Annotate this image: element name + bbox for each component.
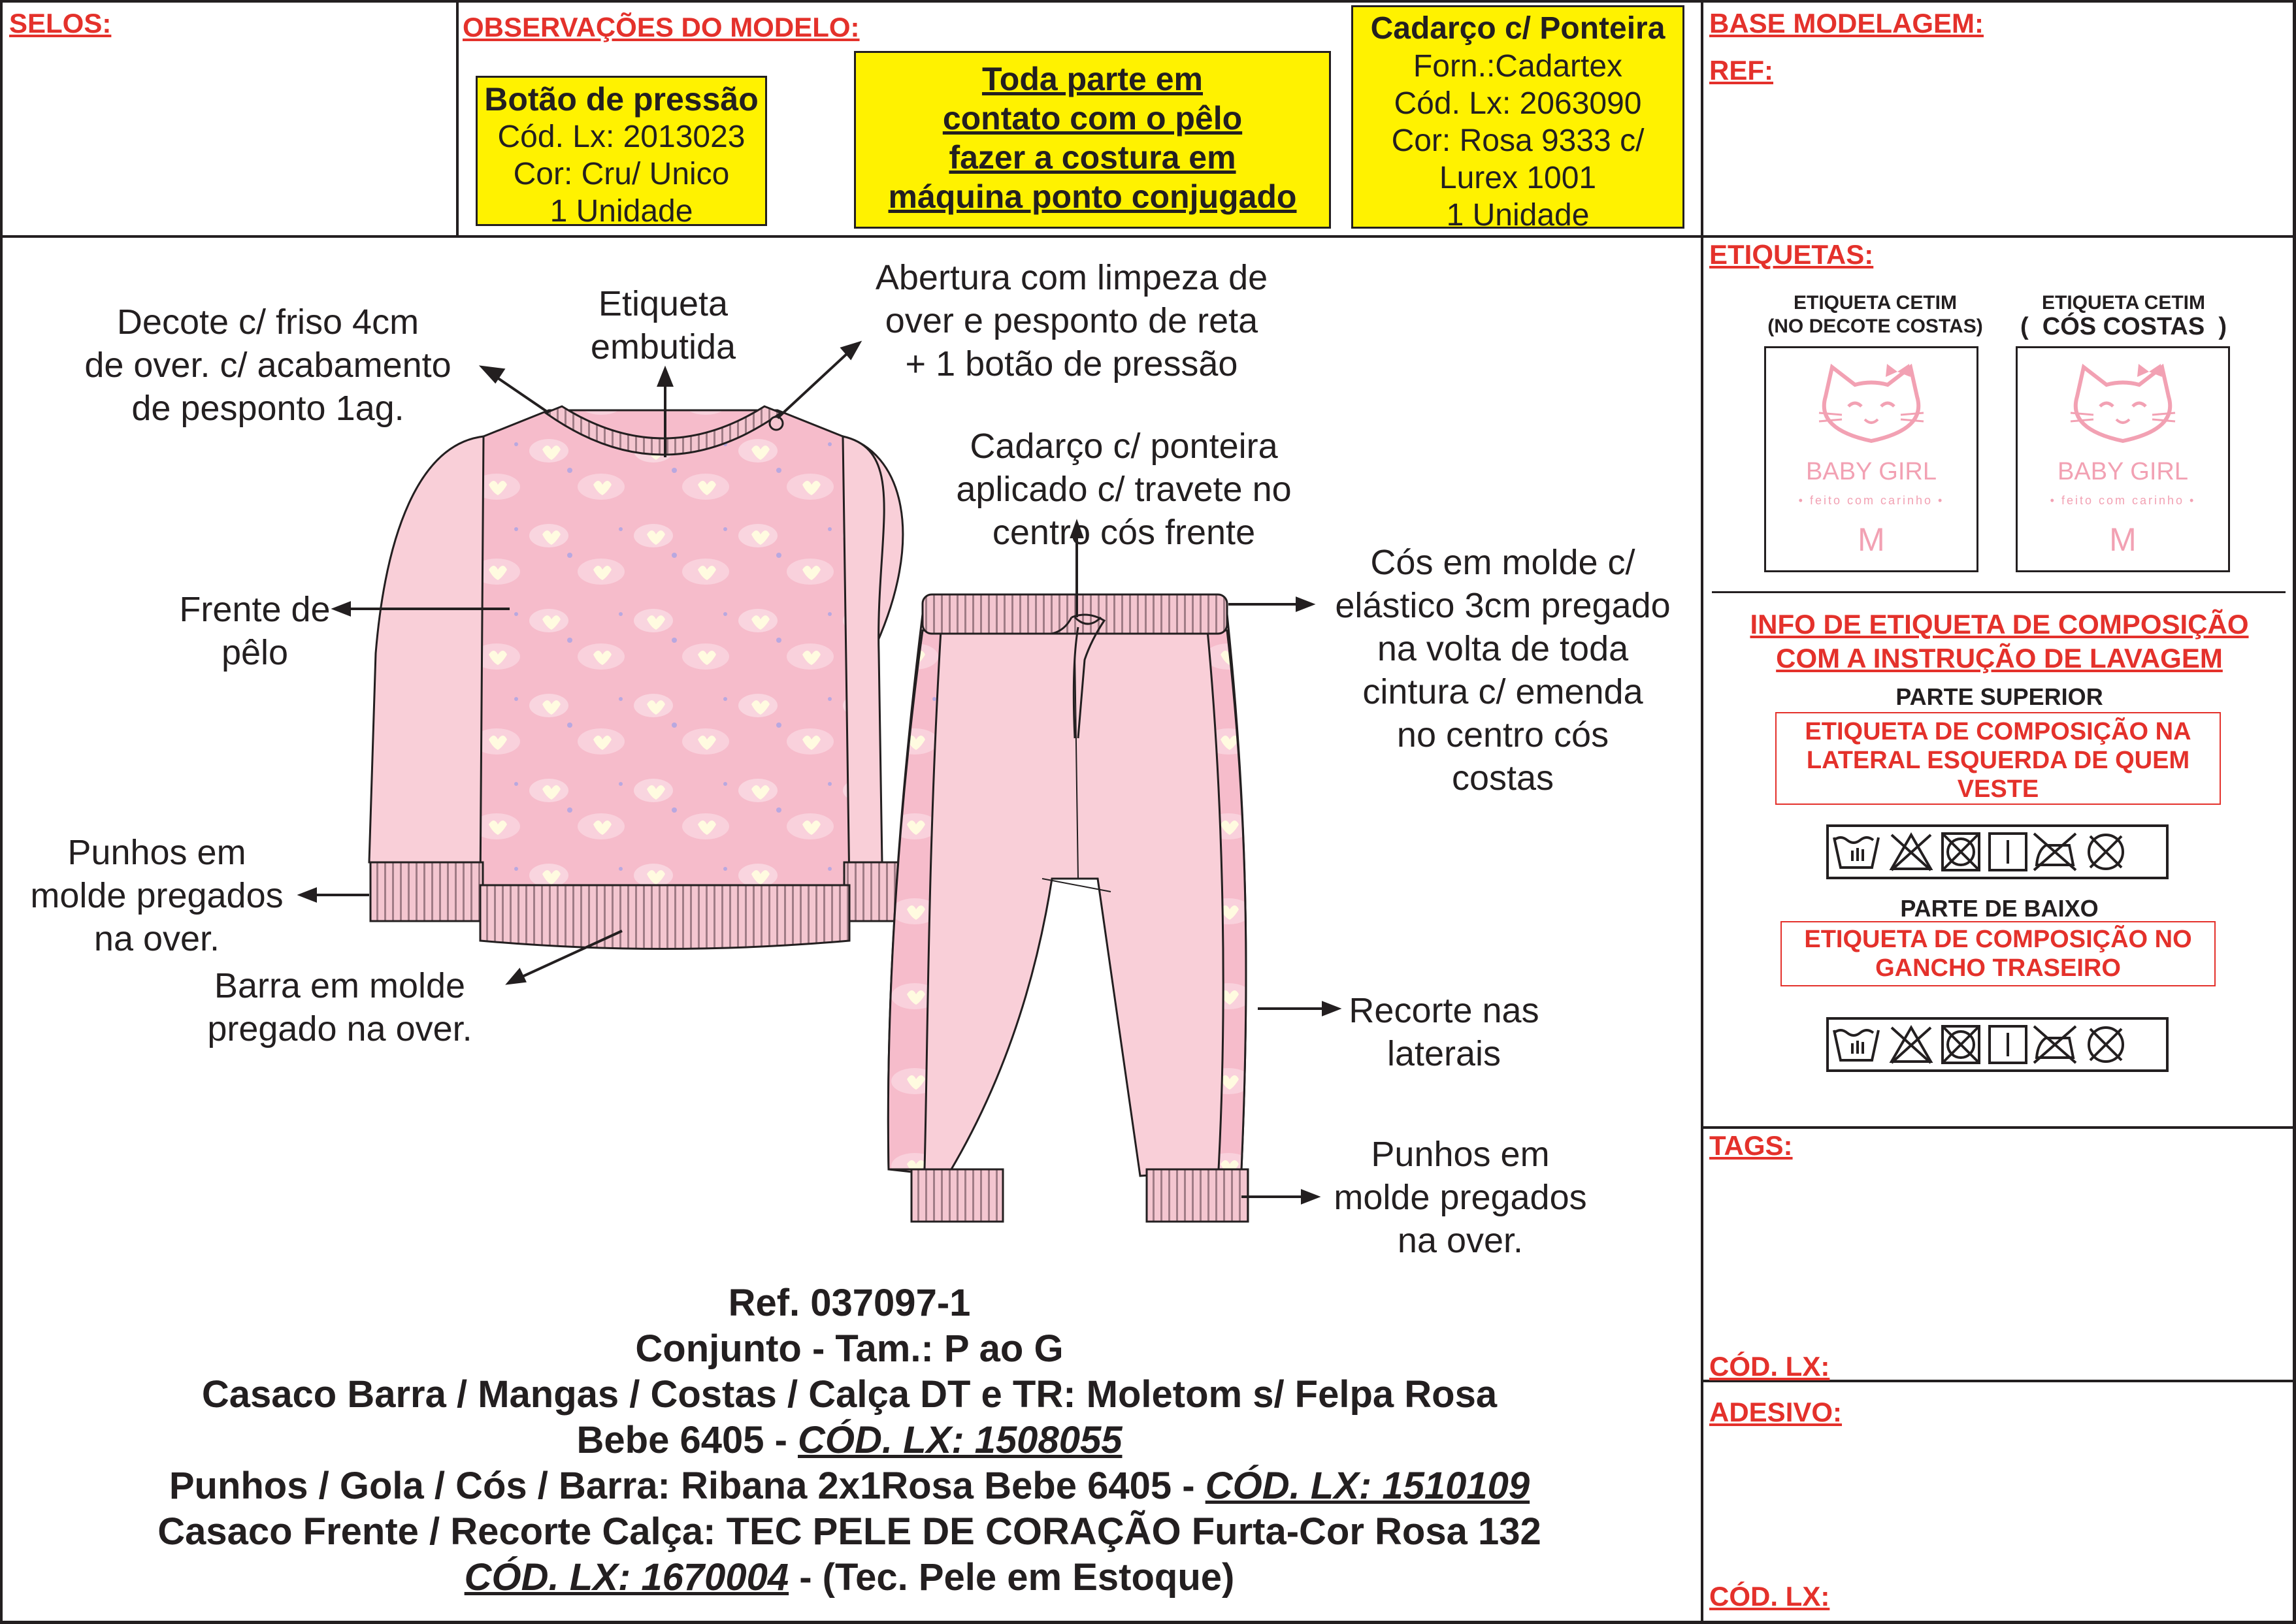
note-line: no centro cós	[1396, 715, 1609, 755]
cadarco-box	[1351, 5, 1684, 233]
baixo-composition-box	[1780, 921, 2216, 986]
cadarco-line: Cód. Lx: 2063090	[1394, 86, 1642, 121]
note-frente-pelo	[150, 588, 359, 674]
composicao-title-2: COM A INSTRUÇÃO DE LAVAGEM	[1776, 643, 2223, 674]
note-line: de over. c/ acabamento	[84, 346, 451, 385]
note-line: Punhos em	[1371, 1135, 1550, 1174]
cadarco-line: Lurex 1001	[1439, 161, 1597, 195]
note-line: laterais	[1386, 1034, 1501, 1073]
etiquetas-label: ETIQUETAS:	[1709, 239, 1874, 270]
parte-baixo-label: PARTE DE BAIXO	[1900, 895, 2099, 922]
desc-line5-a: Punhos / Gola / Cós / Barra: Ribana 2x1Rosa Bebe 6405 -	[169, 1465, 1205, 1507]
note-line: molde pregados	[1334, 1178, 1587, 1217]
note-line: de pesponto 1ag.	[131, 389, 404, 428]
paren-close: )	[2218, 313, 2227, 340]
note-line: na over.	[1397, 1221, 1524, 1260]
no-dry-clean-icon	[2089, 1028, 2123, 1062]
waistband	[923, 594, 1227, 634]
label2-heading	[2006, 291, 2241, 338]
redbox-line: LATERAL ESQUERDA DE QUEM	[1806, 747, 2190, 774]
kitten-logo	[1799, 357, 1943, 455]
desc-line4-a: Bebe 6405 -	[576, 1419, 798, 1461]
sweater-front	[480, 410, 849, 888]
note-line: na over.	[93, 919, 220, 958]
note-line: centro cós frente	[992, 513, 1256, 552]
left-sleeve	[369, 436, 484, 869]
note-line: pregado na over.	[207, 1009, 472, 1048]
care-symbols-superior	[1826, 824, 2169, 879]
parte-superior-label: PARTE SUPERIOR	[1895, 683, 2103, 710]
observacoes-label: OBSERVAÇÕES DO MODELO:	[463, 12, 860, 42]
line-dry-icon	[1990, 834, 2026, 870]
right-leg-cuff	[1147, 1169, 1248, 1222]
cadarco-line: 1 Unidade	[1446, 198, 1590, 233]
composicao-title-1: INFO DE ETIQUETA DE COMPOSIÇÃO	[1750, 609, 2249, 640]
note-decote	[59, 300, 477, 430]
desc-line4	[0, 1418, 1699, 1463]
label1-title: ETIQUETA CETIM	[1794, 292, 1957, 314]
note-abertura	[843, 256, 1300, 385]
superior-composition-box	[1775, 712, 2221, 805]
note-etiqueta-embutida	[542, 282, 784, 368]
frame-bottom	[0, 1621, 2296, 1624]
note-line: Etiqueta	[598, 284, 729, 323]
desc-line3: Casaco Barra / Mangas / Costas / Calça DT e TR: Moletom s/ Felpa Rosa	[201, 1373, 1498, 1416]
desc-line7-b: - (Tec. Pele em Estoque)	[789, 1556, 1235, 1599]
selos-divider	[456, 0, 459, 238]
costura-line: máquina ponto conjugado	[888, 178, 1297, 215]
desc-line6: Casaco Frente / Recorte Calça: TEC PELE DE CORAÇÃO Furta-Cor Rosa 132	[157, 1510, 1541, 1553]
tags-label: TAGS:	[1709, 1130, 1793, 1161]
note-line: Barra em molde	[214, 966, 466, 1005]
desc-ref: Ref. 037097-1	[728, 1282, 971, 1324]
costura-line: Toda parte em	[981, 61, 1204, 97]
wash-hand-icon	[1834, 1030, 1878, 1060]
kitten-logo	[2051, 357, 2195, 455]
desc-line7	[0, 1555, 1699, 1600]
note-recorte	[1333, 989, 1555, 1075]
botao-line: 1 Unidade	[549, 194, 693, 229]
ref-label: REF:	[1709, 55, 1773, 86]
note-line: molde pregados	[30, 876, 284, 915]
adesivo-label: ADESIVO:	[1709, 1397, 1843, 1427]
no-dry-clean-icon	[2089, 835, 2123, 869]
desc-line5	[0, 1463, 1699, 1509]
left-leg-cuff	[911, 1169, 1003, 1222]
note-line: Punhos em	[67, 833, 246, 872]
no-iron-icon	[2034, 834, 2076, 870]
composicao-top-line	[1712, 591, 2286, 593]
note-line: elástico 3cm pregado	[1335, 586, 1671, 625]
base-modelagem-label: BASE MODELAGEM:	[1709, 8, 1984, 39]
redbox-line: ETIQUETA DE COMPOSIÇÃO NA	[1805, 718, 2191, 745]
brand-text: BABY GIRL	[1806, 458, 1937, 485]
label2-sub: CÓS COSTAS	[2042, 313, 2205, 340]
costura-line: fazer a costura em	[949, 139, 1236, 176]
note-line: na volta de toda	[1377, 629, 1629, 668]
size-text: M	[2109, 521, 2137, 558]
note-line: embutida	[590, 327, 736, 366]
desc-line4-code: CÓD. LX: 1508055	[798, 1419, 1123, 1461]
no-tumble-dry-icon	[1943, 1026, 1979, 1063]
no-bleach-icon	[1892, 835, 1931, 870]
note-line: Cós em molde c/	[1370, 543, 1635, 582]
note-line: cintura c/ emenda	[1362, 672, 1643, 711]
redbox-line: GANCHO TRASEIRO	[1875, 954, 2121, 982]
desc-line5-code: CÓD. LX: 1510109	[1205, 1465, 1530, 1507]
label2-title: ETIQUETA CETIM	[2042, 292, 2205, 314]
pants-drawing	[888, 594, 1248, 1222]
note-cos-molde	[1307, 541, 1699, 800]
label1-heading	[1751, 291, 1999, 338]
size-text: M	[1858, 521, 1885, 558]
botao-line: Cor: Cru/ Unico	[513, 157, 730, 191]
note-barra	[183, 964, 497, 1050]
note-line: over e pesponto de reta	[885, 301, 1258, 340]
adesivo-cod-label: CÓD. LX:	[1709, 1581, 1830, 1612]
botao-line: Cód. Lx: 2013023	[497, 120, 746, 154]
no-tumble-dry-icon	[1943, 834, 1979, 870]
paren-open: (	[2020, 313, 2029, 340]
cadarco-line: Forn.:Cadartex	[1413, 49, 1623, 84]
line-dry-icon	[1990, 1026, 2026, 1063]
satin-label-2	[2016, 346, 2230, 572]
description-block	[0, 1280, 1699, 1600]
note-line: Abertura com limpeza de	[875, 258, 1268, 297]
hem-band	[480, 885, 849, 949]
redbox-line: ETIQUETA DE COMPOSIÇÃO NO	[1804, 926, 2192, 953]
wash-hand-icon	[1834, 837, 1878, 868]
frame-top	[0, 0, 2296, 3]
desc-conjunto: Conjunto - Tam.: P ao G	[635, 1327, 1064, 1370]
note-punhos-casaco	[13, 831, 301, 960]
tagline-text: • feito com carinho •	[1798, 494, 1944, 507]
tags-cod-label: CÓD. LX:	[1709, 1351, 1830, 1382]
note-line: Frente de	[179, 590, 331, 629]
tagline-text: • feito com carinho •	[2050, 494, 2196, 507]
cadarco-line: Cor: Rosa 9333 c/	[1391, 123, 1645, 158]
no-iron-icon	[2034, 1026, 2076, 1063]
tags-divider	[1701, 1126, 2296, 1129]
botao-pressao-box	[476, 76, 767, 229]
note-line: aplicado c/ travete no	[956, 470, 1292, 509]
brand-text: BABY GIRL	[2058, 458, 2188, 485]
costura-box	[854, 51, 1331, 229]
redbox-line: VESTE	[1957, 775, 2039, 803]
note-line: Cadarço c/ ponteira	[970, 427, 1278, 466]
note-line: Recorte nas	[1349, 991, 1539, 1030]
label1-sub: (NO DECOTE COSTAS)	[1767, 316, 1983, 337]
snap-button	[770, 417, 783, 430]
note-line: costas	[1451, 758, 1554, 798]
costura-line: contato com o pêlo	[942, 100, 1243, 137]
left-cuff	[370, 862, 483, 921]
botao-title: Botão de pressão	[484, 81, 759, 118]
selos-label: SELOS:	[9, 8, 112, 39]
pants-body	[888, 614, 1246, 1176]
satin-label-1	[1764, 346, 1978, 572]
care-symbols-baixo	[1826, 1017, 2169, 1072]
note-line: Decote c/ friso 4cm	[116, 302, 419, 342]
desc-line7-code: CÓD. LX: 1670004	[464, 1556, 789, 1599]
composicao-title	[1705, 608, 2293, 675]
sweater-drawing	[369, 406, 903, 949]
note-line: + 1 botão de pressão	[905, 344, 1238, 383]
note-line: pêlo	[221, 633, 289, 672]
cadarco-title: Cadarço c/ Ponteira	[1370, 11, 1665, 46]
label2-sub-row	[2006, 315, 2241, 338]
note-punhos-calca	[1313, 1133, 1607, 1262]
note-cadarco-ponteira	[915, 425, 1333, 554]
no-bleach-icon	[1892, 1028, 1931, 1063]
